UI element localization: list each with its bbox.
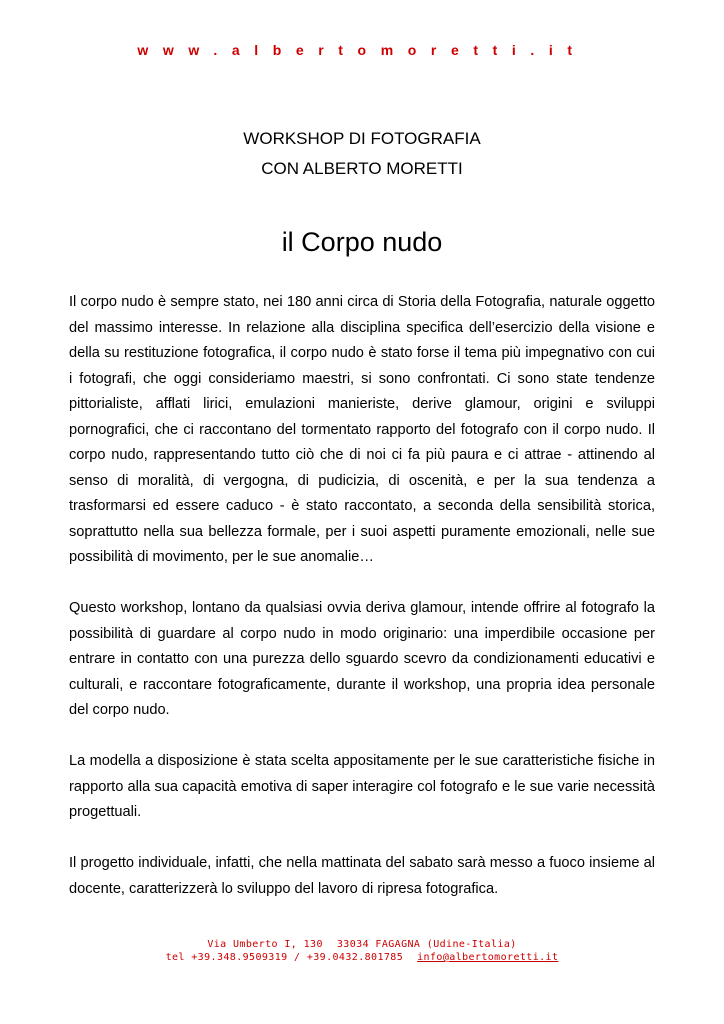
paragraph-2: Questo workshop, lontano da qualsiasi ovvia deriva glamour, intende offrire al fotografo la possibilità di guardare al corpo nudo in modo originario: una imperdibile occasione per entrare in contatto con una purezza dello sguardo scevro da condizionamenti educativi e culturali, e raccontare fotograficamente, durante il workshop, una propria idea personale del corpo nudo. [69,600,655,718]
footer [0,938,724,964]
footer-street: Via Umberto I, 130 [207,939,323,950]
title-block [0,124,724,184]
paragraph-3: La modella a disposizione è stata scelta appositamente per le sue caratteristiche fisiche in rapporto alla sua capacità emotiva di saper interagire col fotografo e le sue varie necessità progettuali. [69,753,655,820]
footer-email-link[interactable]: info@albertomoretti.it [417,952,559,963]
website-header [0,42,724,58]
paragraph-1: Il corpo nudo è sempre stato, nei 180 anni circa di Storia della Fotografia, naturale oggetto del massimo interesse. In relazione alla disciplina specifica dell’esercizio della visione e della su restituzione fotografica, il corpo nudo è stato forse il tema più impegnativo con cui i fotografi, che oggi consideriamo maestri, si sono confrontati. Ci sono state tendenze pittorialiste, afflati lirici, emulazioni manieriste, derive glamour, origini e sviluppi pornografici, che ci raccontano del tormentato rapporto del fotografo con il corpo nudo. Il corpo nudo, rappresentando tutto ciò che di noi ci fa più paura e ci attrae - attinendo al senso di moralità, di vergogna, di pudicizia, di oscenità, e per la sua tendenza a trasformarsi ed essere caduco - è stato raccontato, a seconda della sensibilità storica, soprattutto nella sua bellezza formale, per i suoi aspetti puramente emozionali, nelle sue possibilità di movimento, per le sue anomalie… [69,294,655,565]
workshop-title-line-1: WORKSHOP DI FOTOGRAFIA [243,129,481,148]
paragraph-4: Il progetto individuale, infatti, che nella mattinata del sabato sarà messo a fuoco insieme al docente, caratterizzerà lo sviluppo del lavoro di ripresa fotografica. [69,855,655,897]
website-url[interactable]: www.albertomoretti.it [137,42,587,58]
page-title: il Corpo nudo [281,227,443,257]
footer-city: 33034 FAGAGNA (Udine-Italia) [336,939,517,950]
footer-phones: tel +39.348.9509319 / +39.0432.801785 [165,952,404,963]
workshop-title-line-2: CON ALBERTO MORETTI [261,159,463,178]
body-text [69,290,655,928]
footer-contact-line [0,951,724,964]
footer-address-line [0,938,724,951]
